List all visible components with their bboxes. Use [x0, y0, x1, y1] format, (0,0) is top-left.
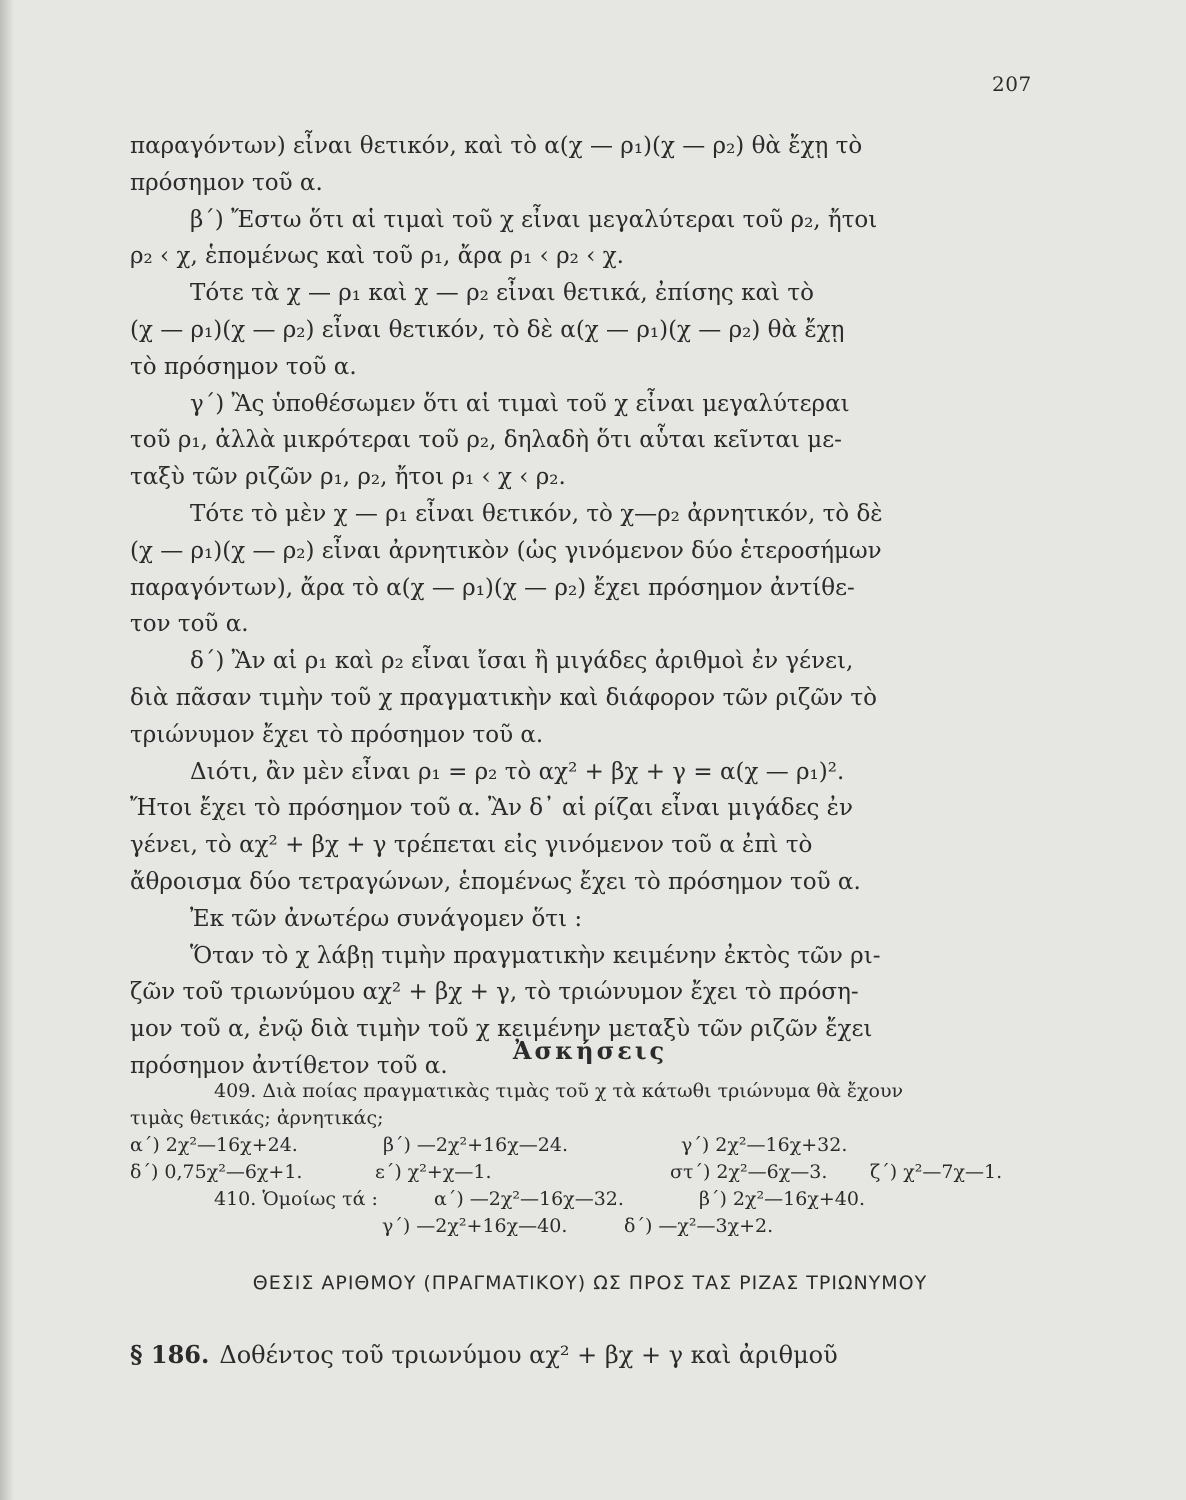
exercise-409-line: 409. Διὰ ποίας πραγματικὰς τιμὰς τοῦ χ τὰ κάτωθι τριώνυμα θὰ ἔχουν: [214, 1080, 904, 1102]
text-line: τριώνυμον ἔχει τὸ πρόσημον τοῦ α.: [130, 721, 544, 748]
text-line: τὸ πρόσημον τοῦ α.: [130, 353, 357, 380]
text-line: τοῦ ρ₁, ἀλλὰ μικρότεραι τοῦ ρ₂, δηλαδὴ ὅτι αὗται κεῖνται με-: [130, 427, 842, 454]
text-line: ζῶν τοῦ τριωνύμου αχ² + βχ + γ, τὸ τριώνυμον ἔχει τὸ πρόση-: [130, 979, 859, 1006]
exercise-item-st: στ΄) 2χ²—6χ—3.: [670, 1161, 828, 1183]
exercise-item-d: δ΄) 0,75χ²—6χ+1.: [130, 1161, 303, 1183]
text-line: γ΄) Ἂς ὑποθέσωμεν ὅτι αἱ τιμαὶ τοῦ χ εἶναι μεγαλύτεραι: [190, 390, 850, 417]
exercise-410-b: β΄) 2χ²—16χ+40.: [699, 1188, 865, 1210]
exercise-410-label: 410. Ὁμοίως τά :: [214, 1188, 378, 1210]
text-line: διὰ πᾶσαν τιμὴν τοῦ χ πραγματικὴν καὶ διάφορον τῶν ριζῶν τὸ: [130, 684, 877, 711]
text-line: πρόσημον τοῦ α.: [130, 169, 323, 196]
text-line: τον τοῦ α.: [130, 611, 249, 638]
exercise-item-c: γ΄) 2χ²—16χ+32.: [681, 1134, 848, 1156]
text-line: Διότι, ἂν μὲν εἶναι ρ₁ = ρ₂ τὸ αχ² + βχ + γ = α(χ — ρ₁)².: [190, 758, 845, 785]
exercise-row: [130, 1159, 1060, 1186]
paragraph-186: [130, 1340, 1070, 1369]
exercise-row: [130, 1213, 1060, 1240]
text-line: πρόσημον ἀντίθετον τοῦ α.: [130, 1052, 448, 1079]
text-line: (χ — ρ₁)(χ — ρ₂) εἶναι ἀρνητικὸν (ὡς γινόμενον δύο ἑτεροσήμων: [130, 537, 882, 564]
body-text: [130, 128, 1050, 1085]
text-line: γένει, τὸ αχ² + βχ + γ τρέπεται εἰς γινόμενον τοῦ α ἐπὶ τὸ: [130, 832, 813, 859]
exercise-row: [130, 1132, 1060, 1159]
exercises-title: Ἀσκήσεις: [512, 1036, 668, 1065]
exercise-410-c: γ΄) —2χ²+16χ—40.: [382, 1215, 568, 1237]
section-heading: ΘΕΣΙΣ ΑΡΙΘΜΟΥ (ΠΡΑΓΜΑΤΙΚΟΥ) ΩΣ ΠΡΟΣ ΤΑΣ ΡΙΖΑΣ ΤΡΙΩΝΥΜΟΥ: [252, 1272, 928, 1294]
text-line: δ΄) Ἂν αἱ ρ₁ καὶ ρ₂ εἶναι ἴσαι ἢ μιγάδες ἀριθμοὶ ἐν γένει,: [190, 648, 854, 675]
exercise-item-e: ε΄) χ²+χ—1.: [375, 1161, 492, 1183]
page-binding-edge: [0, 0, 14, 1500]
paragraph-text: Δοθέντος τοῦ τριωνύμου αχ² + βχ + γ καὶ ἀριθμοῦ: [219, 1341, 838, 1369]
text-line: Ὅταν τὸ χ λάβῃ τιμὴν πραγματικὴν κειμένην ἐκτὸς τῶν ρι-: [190, 942, 881, 969]
exercise-item-z: ζ΄) χ²—7χ—1.: [870, 1161, 1003, 1183]
exercise-409-line: τιμὰς θετικάς; ἀρνητικάς;: [130, 1107, 384, 1129]
text-line: Ἤτοι ἔχει τὸ πρόσημον τοῦ α. Ἂν δ᾽ αἱ ρίζαι εἶναι μιγάδες ἐν: [130, 795, 853, 822]
text-line: ταξὺ τῶν ριζῶν ρ₁, ρ₂, ἤτοι ρ₁ ‹ χ ‹ ρ₂.: [130, 464, 566, 491]
exercise-item-b: β΄) —2χ²+16χ—24.: [383, 1134, 568, 1156]
text-line: (χ — ρ₁)(χ — ρ₂) εἶναι θετικόν, τὸ δὲ α(χ — ρ₁)(χ — ρ₂) θὰ ἔχῃ: [130, 316, 845, 343]
exercise-row: [130, 1186, 1060, 1213]
text-line: ρ₂ ‹ χ, ἑπομένως καὶ τοῦ ρ₁, ἄρα ρ₁ ‹ ρ₂ ‹ χ.: [130, 243, 624, 270]
text-line: ἄθροισμα δύο τετραγώνων, ἑπομένως ἔχει τὸ πρόσημον τοῦ α.: [130, 868, 861, 895]
text-line: Τότε τὰ χ — ρ₁ καὶ χ — ρ₂ εἶναι θετικά, ἐπίσης καὶ τὸ: [190, 280, 814, 307]
section-number: § 186.: [130, 1340, 210, 1369]
exercise-410-d: δ΄) —χ²—3χ+2.: [624, 1215, 774, 1237]
page-number: 207: [992, 72, 1032, 96]
text-line: παραγόντων), ἄρα τὸ α(χ — ρ₁)(χ — ρ₂) ἔχει πρόσημον ἀντίθε-: [130, 574, 855, 601]
exercise-item-a: α΄) 2χ²—16χ+24.: [130, 1134, 298, 1156]
text-line: Ἐκ τῶν ἀνωτέρω συνάγομεν ὅτι :: [190, 905, 583, 932]
exercises-block: [130, 1078, 1060, 1240]
text-line: Τότε τὸ μὲν χ — ρ₁ εἶναι θετικόν, τὸ χ—ρ₂ ἀρνητικόν, τὸ δὲ: [190, 500, 883, 527]
text-line: παραγόντων) εἶναι θετικόν, καὶ τὸ α(χ — ρ₁)(χ — ρ₂) θὰ ἔχῃ τὸ: [130, 133, 863, 159]
text-line: β΄) Ἔστω ὅτι αἱ τιμαὶ τοῦ χ εἶναι μεγαλύτεραι τοῦ ρ₂, ἤτοι: [190, 206, 878, 233]
text-line: μον τοῦ α, ἐνῷ διὰ τιμὴν τοῦ χ κειμένην μεταξὺ τῶν ριζῶν ἔχει: [130, 1016, 873, 1043]
exercise-410-a: α΄) —2χ²—16χ—32.: [434, 1188, 624, 1210]
